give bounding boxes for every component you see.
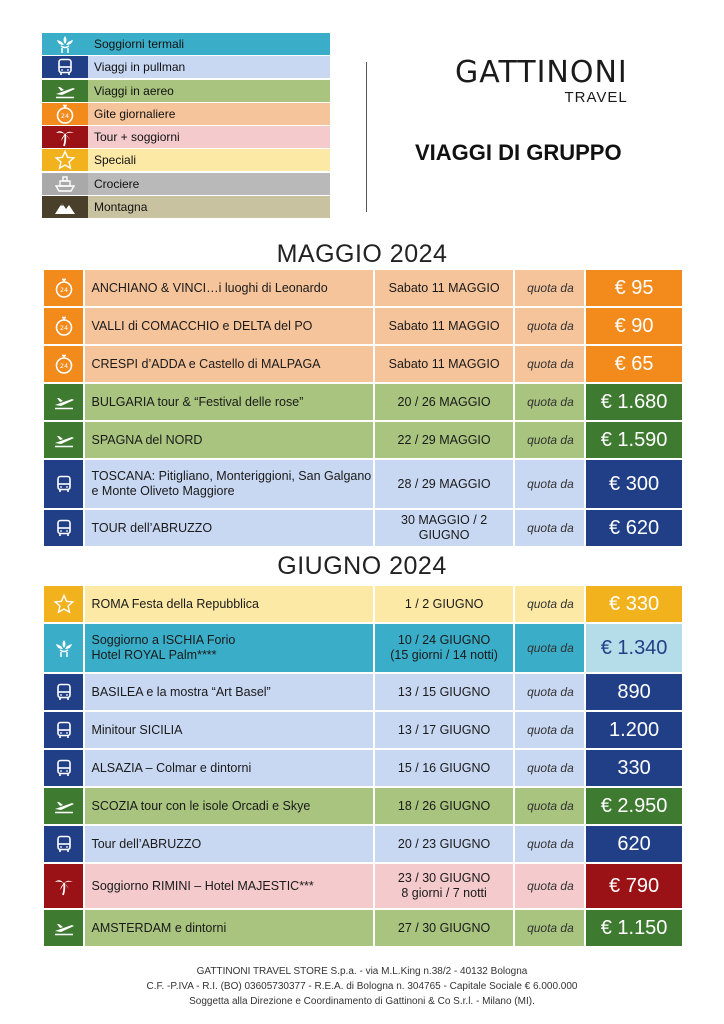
trips-table: [44, 586, 682, 948]
logo-sub: TRAVEL: [564, 89, 628, 106]
svg-text:24: 24: [59, 286, 68, 294]
trip-date: Sabato 11 MAGGIO: [373, 346, 512, 382]
quota-label: quota da: [513, 460, 586, 508]
svg-text:24: 24: [59, 324, 68, 332]
bus-icon: [44, 712, 83, 748]
trip-row[interactable]: [44, 270, 682, 306]
quota-label: quota da: [513, 624, 586, 672]
legend-item: [42, 80, 330, 102]
bus-icon: [44, 674, 83, 710]
footer: [0, 964, 724, 1009]
legend-label: Speciali: [88, 149, 330, 171]
trip-row[interactable]: [44, 510, 682, 546]
trip-price: € 65: [584, 346, 682, 382]
gattinoni-logo: [455, 55, 628, 106]
mountain-icon: [42, 196, 88, 218]
trip-price: 890: [584, 674, 682, 710]
trip-date: 10 / 24 GIUGNO (15 giorni / 14 notti): [373, 624, 512, 672]
bus-icon: [44, 826, 83, 862]
quota-label: quota da: [513, 788, 586, 824]
trips-table: [44, 270, 682, 548]
trip-price: € 1.590: [584, 422, 682, 458]
trip-row[interactable]: [44, 308, 682, 344]
quota-label: quota da: [513, 308, 586, 344]
stopwatch-icon: [44, 308, 83, 344]
plane-icon: [42, 80, 88, 102]
legend-label: Montagna: [88, 196, 330, 218]
legend: [42, 33, 330, 219]
quota-label: quota da: [513, 750, 586, 786]
quota-label: quota da: [513, 712, 586, 748]
legend-label: Viaggi in aereo: [88, 80, 330, 102]
bus-icon: [44, 510, 83, 546]
trip-name: TOUR dell’ABRUZZO: [83, 510, 373, 546]
star-icon: [44, 586, 83, 622]
trip-name: BASILEA e la mostra “Art Basel”: [83, 674, 373, 710]
trip-date: 23 / 30 GIUGNO 8 giorni / 7 notti: [373, 864, 512, 908]
legend-label: Tour + soggiorni: [88, 126, 330, 148]
trip-date: Sabato 11 MAGGIO: [373, 308, 512, 344]
quota-label: quota da: [513, 346, 586, 382]
trip-price: 330: [584, 750, 682, 786]
logo-name: GATTINONI: [455, 55, 628, 90]
star-icon: [42, 149, 88, 171]
legend-item: [42, 196, 330, 218]
trip-row[interactable]: [44, 712, 682, 748]
plane-icon: [44, 910, 83, 946]
trip-row[interactable]: [44, 586, 682, 622]
divider: [366, 62, 367, 212]
trip-price: € 90: [584, 308, 682, 344]
trip-price: € 95: [584, 270, 682, 306]
trip-name: AMSTERDAM e dintorni: [83, 910, 373, 946]
trip-name: TOSCANA: Pitigliano, Monteriggioni, San Galgano e Monte Oliveto Maggiore: [83, 460, 373, 508]
bus-icon: [42, 56, 88, 78]
trip-price: € 1.680: [584, 384, 682, 420]
trip-row[interactable]: [44, 750, 682, 786]
trip-name: Tour dell’ABRUZZO: [83, 826, 373, 862]
trip-row[interactable]: [44, 826, 682, 862]
legend-label: Viaggi in pullman: [88, 56, 330, 78]
quota-label: quota da: [513, 910, 586, 946]
svg-text:24: 24: [59, 362, 68, 370]
plane-icon: [44, 788, 83, 824]
quota-label: quota da: [513, 510, 586, 546]
bus-icon: [44, 460, 83, 508]
trip-name: ANCHIANO & VINCI…i luoghi di Leonardo: [83, 270, 373, 306]
page-title: VIAGGI DI GRUPPO: [415, 140, 622, 165]
spa-icon: [42, 33, 88, 55]
quota-label: quota da: [513, 674, 586, 710]
legend-item: [42, 103, 330, 125]
trip-row[interactable]: [44, 422, 682, 458]
trip-date: Sabato 11 MAGGIO: [373, 270, 512, 306]
legend-item: [42, 173, 330, 195]
trip-name: ROMA Festa della Repubblica: [83, 586, 373, 622]
trip-date: 30 MAGGIO / 2 GIUGNO: [373, 510, 512, 546]
trip-price: € 300: [584, 460, 682, 508]
trip-row[interactable]: [44, 384, 682, 420]
trip-row[interactable]: [44, 788, 682, 824]
trip-price: € 330: [584, 586, 682, 622]
trip-name: VALLI di COMACCHIO e DELTA del PO: [83, 308, 373, 344]
trip-date: 20 / 26 MAGGIO: [373, 384, 512, 420]
trip-date: 15 / 16 GIUGNO: [373, 750, 512, 786]
trip-name: SCOZIA tour con le isole Orcadi e Skye: [83, 788, 373, 824]
ship-icon: [42, 173, 88, 195]
trip-row[interactable]: [44, 460, 682, 508]
trip-date: 13 / 15 GIUGNO: [373, 674, 512, 710]
trip-name: CRESPI d’ADDA e Castello di MALPAGA: [83, 346, 373, 382]
trip-name: ALSAZIA – Colmar e dintorni: [83, 750, 373, 786]
stopwatch-icon: [44, 270, 83, 306]
trip-row[interactable]: [44, 864, 682, 908]
legend-item: [42, 33, 330, 55]
trip-date: 18 / 26 GIUGNO: [373, 788, 512, 824]
trip-price: € 790: [584, 864, 682, 908]
trip-name: Soggiorno a ISCHIA Forio Hotel ROYAL Palm****: [83, 624, 373, 672]
palm-icon: [44, 864, 83, 908]
quota-label: quota da: [513, 422, 586, 458]
legend-label: Soggiorni termali: [88, 33, 330, 55]
spa-icon: [44, 624, 83, 672]
palm-icon: [42, 126, 88, 148]
footer-line: GATTINONI TRAVEL STORE S.p.a. - via M.L.King n.38/2 - 40132 Bologna: [196, 966, 528, 977]
footer-line: C.F. -P.IVA - R.I. (BO) 03605730377 - R.E.A. di Bologna n. 304765 - Capitale Sociale € 6.000.000: [146, 981, 578, 992]
plane-icon: [44, 422, 83, 458]
quota-label: quota da: [513, 826, 586, 862]
trip-price: € 620: [584, 510, 682, 546]
trip-name: SPAGNA del NORD: [83, 422, 373, 458]
trip-price: 620: [584, 826, 682, 862]
trip-date: 27 / 30 GIUGNO: [373, 910, 512, 946]
trip-row[interactable]: [44, 624, 682, 672]
trip-price: € 1.340: [584, 624, 682, 672]
stopwatch-icon: [44, 346, 83, 382]
month-title: MAGGIO 2024: [276, 240, 448, 268]
legend-label: Crociere: [88, 173, 330, 195]
bus-icon: [44, 750, 83, 786]
legend-item: [42, 126, 330, 148]
trip-row[interactable]: [44, 910, 682, 946]
legend-item: [42, 149, 330, 171]
trip-price: € 1.150: [584, 910, 682, 946]
trip-date: 20 / 23 GIUGNO: [373, 826, 512, 862]
plane-icon: [44, 384, 83, 420]
trip-date: 1 / 2 GIUGNO: [373, 586, 512, 622]
trip-name: BULGARIA tour & “Festival delle rose”: [83, 384, 373, 420]
legend-item: [42, 56, 330, 78]
trip-price: 1.200: [584, 712, 682, 748]
quota-label: quota da: [513, 270, 586, 306]
svg-text:24: 24: [60, 111, 70, 120]
trip-date: 13 / 17 GIUGNO: [373, 712, 512, 748]
quota-label: quota da: [513, 586, 586, 622]
trip-price: € 2.950: [584, 788, 682, 824]
quota-label: quota da: [513, 384, 586, 420]
trip-date: 28 / 29 MAGGIO: [373, 460, 512, 508]
quota-label: quota da: [513, 864, 586, 908]
month-title: GIUGNO 2024: [277, 552, 447, 580]
trip-name: Minitour SICILIA: [83, 712, 373, 748]
footer-line: Soggetta alla Direzione e Coordinamento di Gattinoni & Co S.r.l. - Milano (MI).: [189, 996, 535, 1007]
trip-date: 22 / 29 MAGGIO: [373, 422, 512, 458]
trip-row[interactable]: [44, 674, 682, 710]
stopwatch-icon: [42, 103, 88, 125]
trip-row[interactable]: [44, 346, 682, 382]
legend-label: Gite giornaliere: [88, 103, 330, 125]
trip-name: Soggiorno RIMINI – Hotel MAJESTIC***: [83, 864, 373, 908]
